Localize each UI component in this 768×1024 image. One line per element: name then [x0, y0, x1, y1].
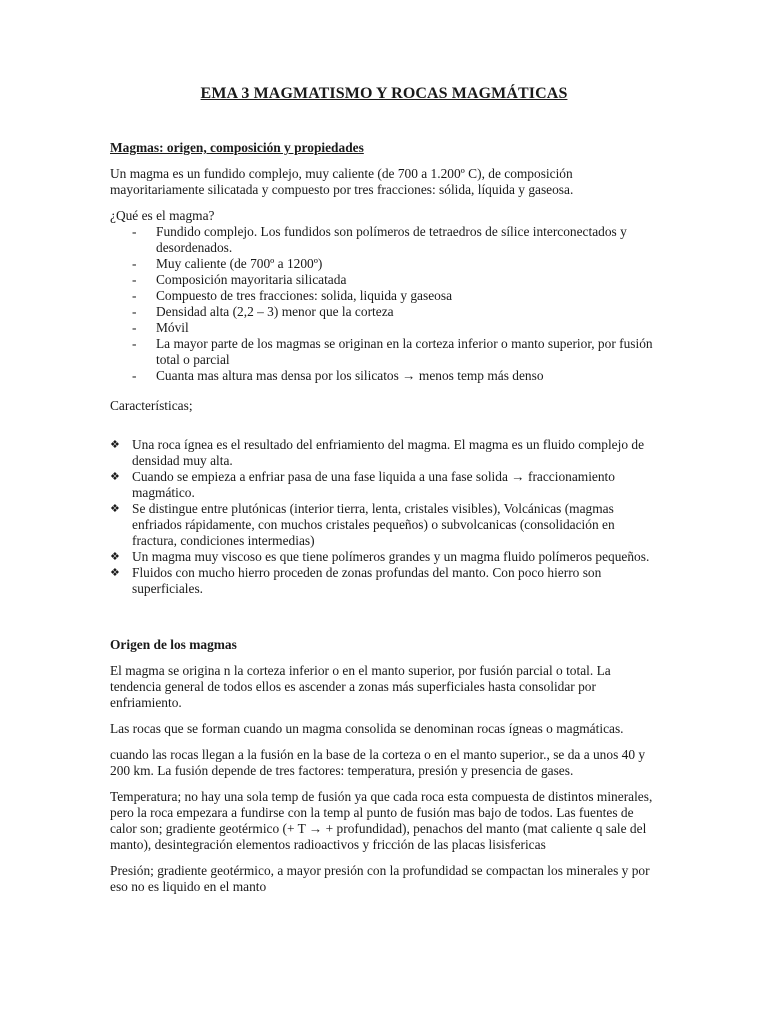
list-item: - La mayor parte de los magmas se originan en la corteza inferior o manto superior, por fusión total o parcial	[132, 336, 653, 367]
characteristics-heading: Características;	[110, 398, 193, 413]
list-item: ❖ Fluidos con mucho hierro proceden de zonas profundas del manto. Con poco hierro son superficiales.	[110, 565, 602, 596]
dash-marker: -	[132, 320, 137, 335]
characteristics-list	[110, 437, 658, 597]
magma-properties-list	[110, 224, 658, 384]
paragraph: Las rocas que se forman cuando un magma consolida se denominan rocas ígneas o magmáticas.	[110, 721, 624, 736]
paragraph: Presión; gradiente geotérmico, a mayor presión con la profundidad se compactan los minerales y por eso no es liquido en el manto	[110, 863, 650, 894]
dash-marker: -	[132, 304, 137, 319]
list-item: - Móvil	[132, 320, 189, 335]
document-title: EMA 3 MAGMATISMO Y ROCAS MAGMÁTICAS	[200, 85, 568, 102]
question-line: ¿Qué es el magma?	[110, 208, 215, 223]
diamond-bullet-icon: ❖	[110, 567, 120, 579]
dash-marker: -	[132, 272, 137, 287]
list-item: - Muy caliente (de 700º a 1200º)	[132, 256, 323, 271]
dash-marker: -	[132, 368, 137, 383]
list-item: - Densidad alta (2,2 – 3) menor que la corteza	[132, 304, 394, 319]
list-item: ❖ Un magma muy viscoso es que tiene polímeros grandes y un magma fluido polímeros pequeños.	[110, 549, 650, 564]
document-content	[110, 86, 658, 905]
diamond-bullet-icon: ❖	[110, 503, 120, 515]
dash-marker: -	[132, 288, 137, 303]
list-item: ❖ Cuando se empieza a enfriar pasa de una fase liquida a una fase solida → fraccionamiento magmático.	[110, 469, 615, 500]
section-heading-origen: Origen de los magmas	[110, 637, 237, 652]
dash-marker: -	[132, 336, 137, 351]
section-heading-magmas: Magmas: origen, composición y propiedades	[110, 140, 364, 155]
list-item: - Composición mayoritaria silicatada	[132, 272, 347, 287]
diamond-bullet-icon: ❖	[110, 551, 120, 563]
diamond-bullet-icon: ❖	[110, 471, 120, 483]
list-item: ❖ Se distingue entre plutónicas (interior tierra, lenta, cristales visibles), Volcánicas (magmas enfriados rápidamente, con muchos cristales pequeños) o subvolcanicas (consolidación en fractura, condiciones intermedias)	[110, 501, 615, 548]
list-item: - Fundido complejo. Los fundidos son polímeros de tetraedros de sílice interconectados y desordenados.	[132, 224, 627, 255]
paragraph: El magma se origina n la corteza inferior o en el manto superior, por fusión parcial o total. La tendencia general de todos ellos es ascender a zonas más superficiales hasta consolidar por enfriamiento.	[110, 663, 611, 710]
paragraph: Temperatura; no hay una sola temp de fusión ya que cada roca esta compuesta de distintos minerales, pero la roca empezara a fundirse con la temp al punto de fusión mas bajo de todos. Las fuentes de calor son; gradiente geotérmico (+ T → + profundidad), penachos del manto (mat caliente q sale del manto), desintegración elementos radioactivos y fricción de las placas lisisfericas	[110, 789, 653, 852]
dash-marker: -	[132, 256, 137, 271]
list-item: ❖ Una roca ígnea es el resultado del enfriamiento del magma. El magma es un fluido complejo de densidad muy alta.	[110, 437, 645, 468]
list-item: - Compuesto de tres fracciones: solida, liquida y gaseosa	[132, 288, 453, 303]
intro-paragraph: Un magma es un fundido complejo, muy caliente (de 700 a 1.200º C), de composición mayoritariamente silicatada y compuesto por tres fracciones: sólida, líquida y gaseosa.	[110, 166, 574, 197]
dash-marker: -	[132, 224, 137, 239]
paragraph: cuando las rocas llegan a la fusión en la base de la corteza o en el manto superior., se da a unos 40 y 200 km. La fusión depende de tres factores: temperatura, presión y presencia de gases.	[110, 747, 646, 778]
list-item: - Cuanta mas altura mas densa por los silicatos → menos temp más denso	[132, 368, 544, 383]
diamond-bullet-icon: ❖	[110, 439, 120, 451]
